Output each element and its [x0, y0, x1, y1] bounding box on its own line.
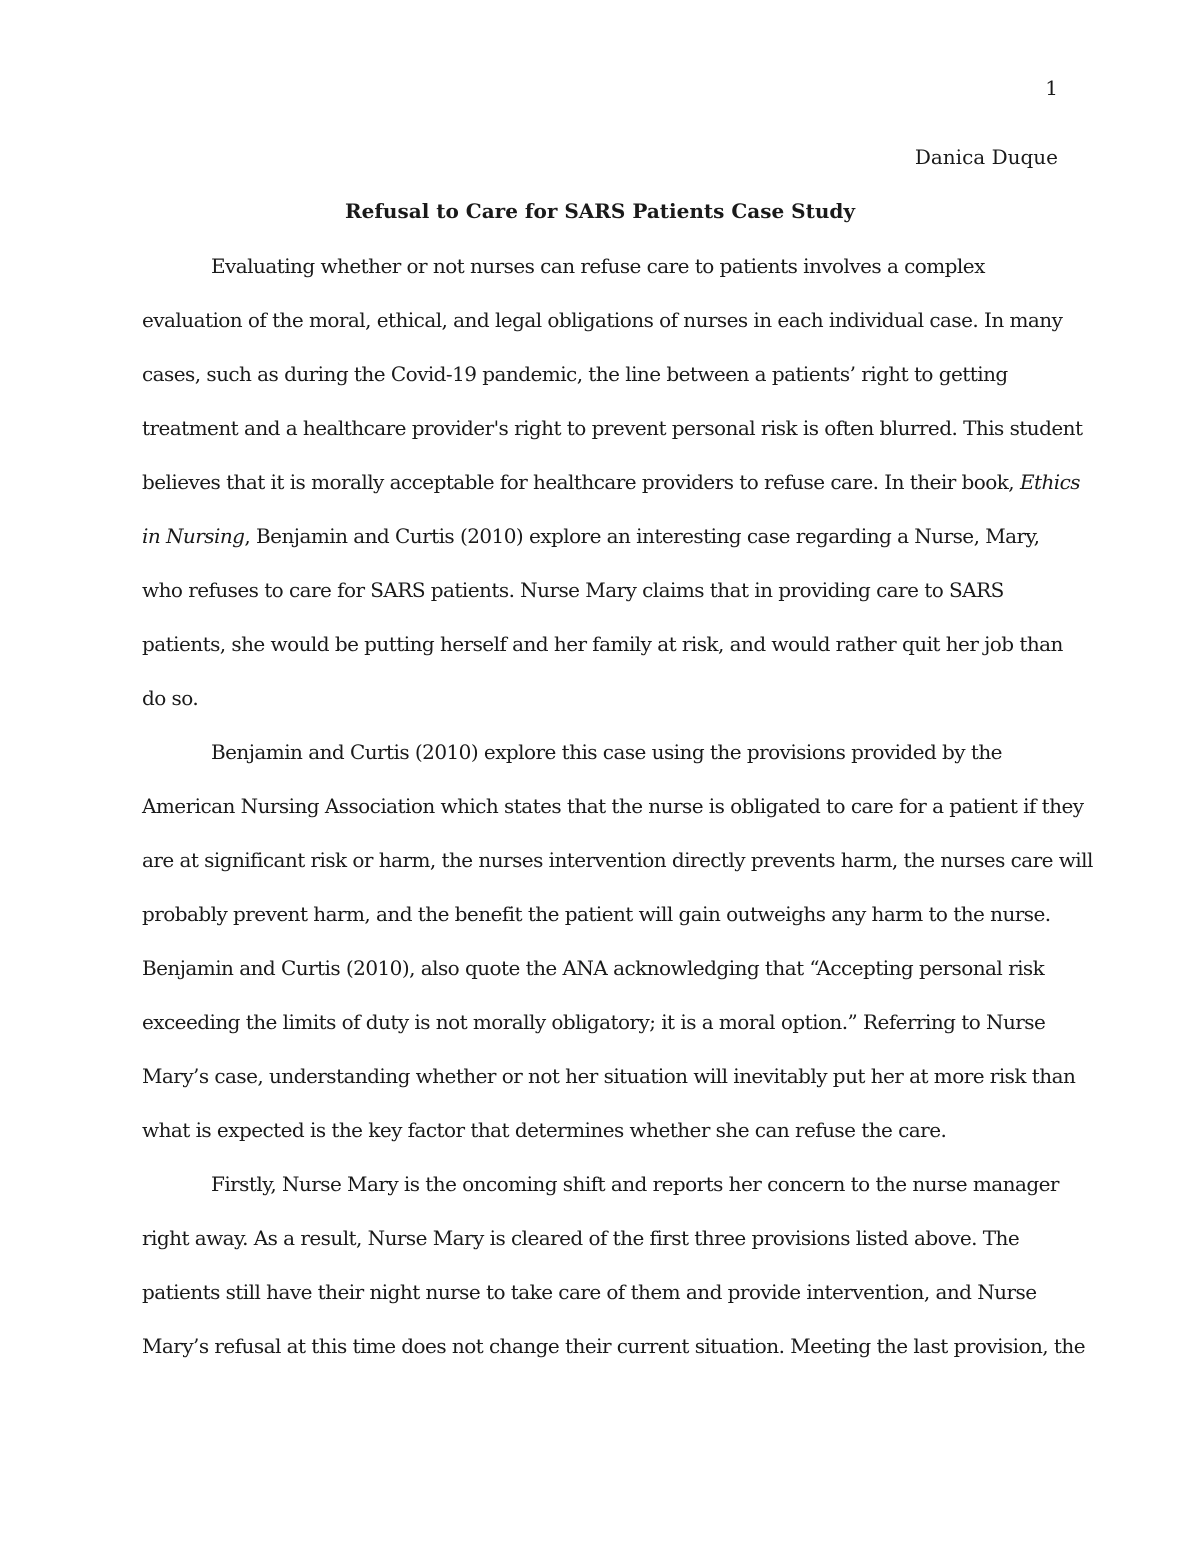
text-line	[142, 509, 1058, 563]
text-segment: believes that it is morally acceptable for healthcare providers to refuse care. In their book,	[142, 470, 1020, 494]
text-line: Benjamin and Curtis (2010) explore this case using the provisions provided by the	[211, 740, 1002, 764]
book-title-part-1: Ethics	[1019, 470, 1081, 494]
book-title-part-2: in Nursing	[142, 524, 245, 548]
text-line: what is expected is the key factor that determines whether she can refuse the care.	[142, 1118, 947, 1142]
text-line: exceeding the limits of duty is not morally obligatory; it is a moral option.” Referring to Nurse	[142, 1010, 1046, 1034]
page-number: 1	[1045, 76, 1058, 100]
text-line: evaluation of the moral, ethical, and legal obligations of nurses in each individual case. In many	[142, 308, 1063, 332]
text-segment: , Benjamin and Curtis (2010) explore an interesting case regarding a Nurse, Mary,	[244, 524, 1040, 548]
text-line: American Nursing Association which states that the nurse is obligated to care for a patient if they	[142, 794, 1084, 818]
text-line: are at significant risk or harm, the nurses intervention directly prevents harm, the nurses care will	[142, 848, 1093, 872]
text-line: Mary’s refusal at this time does not change their current situation. Meeting the last provision, the	[142, 1334, 1086, 1358]
text-line: Firstly, Nurse Mary is the oncoming shift and reports her concern to the nurse manager	[211, 1172, 1059, 1196]
text-line	[142, 455, 1081, 509]
paragraph-3	[142, 1157, 1086, 1373]
paragraph-1	[142, 239, 1083, 725]
paragraph-2	[142, 725, 1093, 1157]
document-body	[142, 239, 1093, 1373]
text-line: Benjamin and Curtis (2010), also quote the ANA acknowledging that “Accepting personal risk	[142, 956, 1045, 980]
text-line: Evaluating whether or not nurses can refuse care to patients involves a complex	[211, 254, 985, 278]
text-line: Mary’s case, understanding whether or not her situation will inevitably put her at more risk than	[142, 1064, 1076, 1088]
text-line: do so.	[142, 686, 199, 710]
text-line: patients still have their night nurse to take care of them and provide intervention, and Nurse	[142, 1280, 1037, 1304]
text-line: patients, she would be putting herself and her family at risk, and would rather quit her job than	[142, 632, 1063, 656]
text-line: who refuses to care for SARS patients. Nurse Mary claims that in providing care to SARS	[142, 578, 1004, 602]
text-line: treatment and a healthcare provider's right to prevent personal risk is often blurred. This student	[142, 416, 1083, 440]
author-name: Danica Duque	[914, 145, 1058, 169]
text-line: right away. As a result, Nurse Mary is cleared of the first three provisions listed above. The	[142, 1226, 1020, 1250]
text-line: probably prevent harm, and the benefit the patient will gain outweighs any harm to the nurse.	[142, 902, 1051, 926]
text-line: cases, such as during the Covid-19 pandemic, the line between a patients’ right to getting	[142, 362, 1008, 386]
document-title: Refusal to Care for SARS Patients Case Study	[344, 199, 856, 223]
